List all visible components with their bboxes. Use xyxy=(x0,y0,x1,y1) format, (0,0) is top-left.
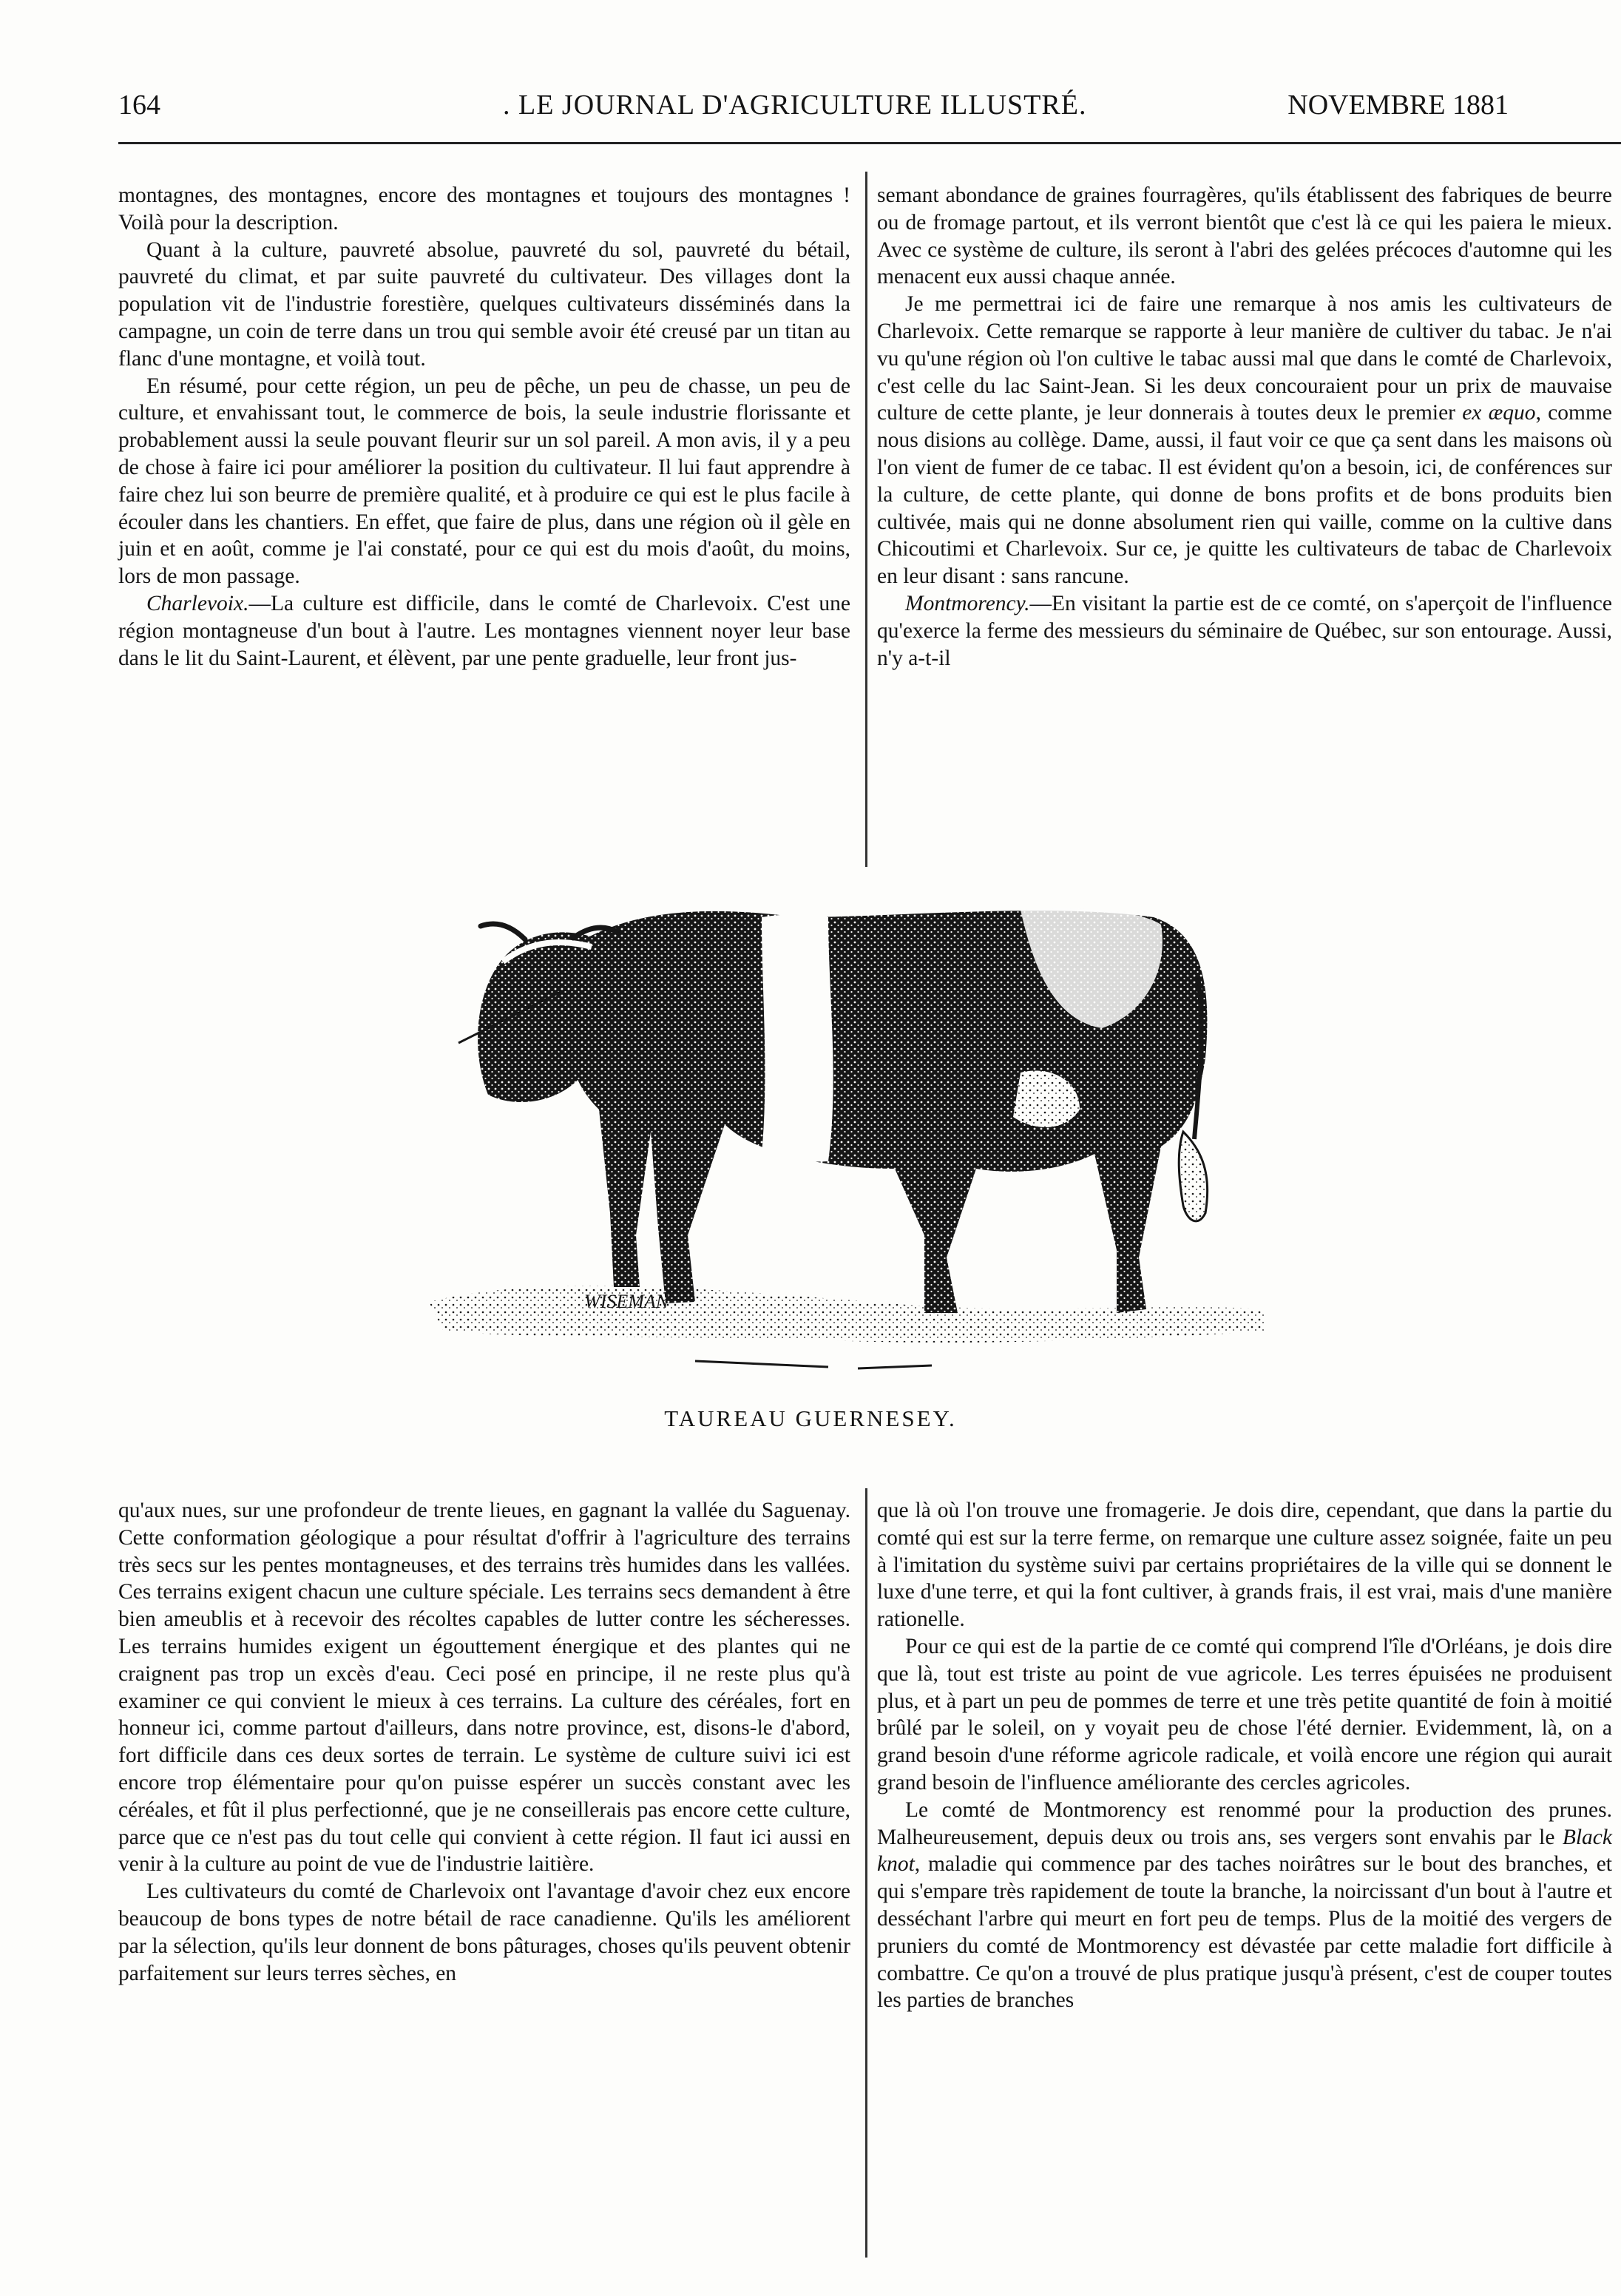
page-number: 164 xyxy=(118,90,160,121)
journal-title: . LE JOURNAL D'AGRICULTURE ILLUSTRÉ. xyxy=(503,90,1087,121)
top-right-column xyxy=(877,182,1612,672)
paragraph: Pour ce qui est de la partie de ce comté qui comprend l'île d'Orléans, je dois dire que là, tout est triste au point de vue agricole. Les terres épuisées ne produisent plus, et à part un peu de pommes de terre et une très petite quantité de foin à moitié brûlé par le soleil, on y voyait peu de chose l'été dernier. Evidemment, là, on a grand besoin d'une réforme agricole radicale, et voilà encore une région qui aurait grand besoin de l'influence améliorante des cercles agricoles. xyxy=(877,1634,1612,1794)
bottom-right-column xyxy=(877,1497,1612,2014)
bull-engraving xyxy=(414,888,1287,1398)
top-left-column xyxy=(118,182,850,672)
issue-date: NOVEMBRE 1881 xyxy=(1287,90,1509,121)
header-rule xyxy=(118,142,1621,144)
figure-caption: TAUREAU GUERNESEY. xyxy=(664,1405,957,1431)
section-lead: Charlevoix. xyxy=(146,591,249,615)
column-rule xyxy=(865,1488,867,2258)
running-header xyxy=(118,83,1509,127)
paragraph: montagnes, des montagnes, encore des montagnes et toujours des montagnes ! Voilà pour la description. xyxy=(118,183,850,234)
column-rule xyxy=(865,172,867,867)
paragraph: semant abondance de graines fourragères, qu'ils établissent des fabriques de beurre ou de fromage partout, et ils verront bientôt que c'est là ce qui les paiera le mieux. Avec ce système de culture, ils seront à l'abri des gelées précoces d'automne qui les menacent eux aussi chaque année. xyxy=(877,183,1612,289)
section-lead: Montmorency. xyxy=(905,591,1030,615)
bottom-left-column xyxy=(118,1497,850,1987)
paragraph: Les cultivateurs du comté de Charlevoix ont l'avantage d'avoir chez eux encore beaucoup de bons types de notre bétail de race canadienne. Qu'ils les améliorent par la sélection, qu'ils leur donnent de bons pâturages, choses qu'ils peuvent obtenir parfaitement sur leurs terres sèches, en xyxy=(118,1880,850,1985)
paragraph: Je me permettrai ici de faire une remarque à nos amis les cultivateurs de Charlevoix. Cette remarque se rapporte à leur manière de cultiver du tabac. Je n'ai vu qu'une région où l'on cultive le tabac aussi mal que dans le comté de Charlevoix, c'est celle du lac Saint-Jean. Si les deux concouraient pour un prix de mauvaise culture de cette plante, je leur donnerais à toutes deux le premier ex æquo, comme nous disions au collège. Dame, aussi, il faut voir ce que ça sent dans les maisons où l'on vient de fumer de ce tabac. Il est évident qu'on a besoin, ici, de conférences sur la culture, de cette plante, qui donne de bons profits et de bons produits bien cultivée, mais qui ne donne absolument rien qui vaille, comme on la cultive dans Chicoutimi et Charlevoix. Sur ce, je quitte les cultivateurs de tabac de Charlevoix en leur disant : sans rancune. xyxy=(877,292,1612,589)
white-belt xyxy=(762,914,833,1162)
paragraph: Quant à la culture, pauvreté absolue, pauvreté du sol, pauvreté du bétail, pauvreté du climat, et par suite pauvreté du cultivateur. Des villages dont la population vit de l'industrie forestière, quelques cultivateurs disséminés dans la campagne, un coin de terre dans un trou qui semble avoir été creusé par un titan au flanc d'une montagne, et voilà tout. xyxy=(118,237,850,371)
paragraph: que là où l'on trouve une fromagerie. Je dois dire, cependant, que dans la partie du comté qui est sur la terre ferme, on remarque une culture assez soignée, faite un peu à l'imitation du système suivi par certains propriétaires de la ville qui se donnent le luxe d'une terre, et qui la font cultiver, à grands frais, il est vrai, mais d'une manière rationelle. xyxy=(877,1499,1612,1632)
section-paragraph: Charlevoix.—La culture est difficile, dans le comté de Charlevoix. C'est une région montagneuse d'un bout à l'autre. Les montagnes viennent noyer leur base dans le lit du Saint-Laurent, et élèvent, par une pente graduelle, leur front jus- xyxy=(118,591,850,670)
paragraph: qu'aux nues, sur une profondeur de trente lieues, en gagnant la vallée du Saguenay. Cette conformation géologique a pour résultat d'offrir à l'agriculture des terrains très secs sur les pentes montagneuses, et des terrains très humides dans les vallées. Ces terrains exigent chacun une culture spéciale. Les terrains secs demandent à être bien ameublis et à recevoir des récoltes capables de lutter contre les sécheresses. Les terrains humides exigent un égouttement énergique et des plantes qui ne craignent pas trop un excès d'eau. Ceci posé en principe, il ne reste plus qu'à examiner ce qui convient le mieux à ces terrains. La culture des céréales, fort en honneur ici, comme partout d'ailleurs, dans notre province, est, disons-le d'abord, fort difficile dans ces deux sortes de terrain. Le système de culture suivi ici est encore trop élémentaire pour qu'on puisse espérer un succès constant avec les céréales, et fût il plus perfectionné, que je ne conseillerais pas encore cette culture, parce que ce n'est pas du tout celle qui convient à cette région. Il faut ici aussi en venir à la culture au point de vue de l'industrie laitière. xyxy=(118,1499,850,1877)
engraver-signature: WISEMAN xyxy=(584,1291,669,1312)
paragraph: Le comté de Montmorency est renommé pour la production des prunes. Malheureusement, depuis deux ou trois ans, ses vergers sont envahis par le Black knot, maladie qui commence par des taches noirâtres sur le bout des branches, et qui s'empare très rapidement de toute la branche, la noircissant d'un bout à l'autre et desséchant l'arbre qui meurt en fort peu de temps. Plus de la moitié des vergers de pruniers du comté de Montmorency est dévastée par cette maladie fort difficile à combattre. Ce qu'on a trouvé de plus pratique jusqu'à présent, c'est de couper toutes les parties de branches xyxy=(877,1797,1612,2013)
section-paragraph: Montmorency.—En visitant la partie est de ce comté, on s'aperçoit de l'influence qu'exerce la ferme des messieurs du séminaire de Québec, sur son entourage. Aussi, n'y a-t-il xyxy=(877,591,1612,670)
paragraph: En résumé, pour cette région, un peu de pêche, un peu de chasse, un peu de culture, et envahissant tout, le commerce de bois, la seule industrie florissante et probablement aussi la seule pouvant fleurir sur un sol pareil. A mon avis, il y a peu de chose à faire ici pour améliorer la position du cultivateur. Il lui faut apprendre à faire chez lui son beurre de première qualité, et à produire ce qui est le plus facile à écouler dans les chantiers. En effet, que faire de plus, dans une région où il gèle en juin et en août, comme je l'ai constaté, pour ce qui est du mois d'août, du moins, lors de mon passage. xyxy=(118,374,850,589)
